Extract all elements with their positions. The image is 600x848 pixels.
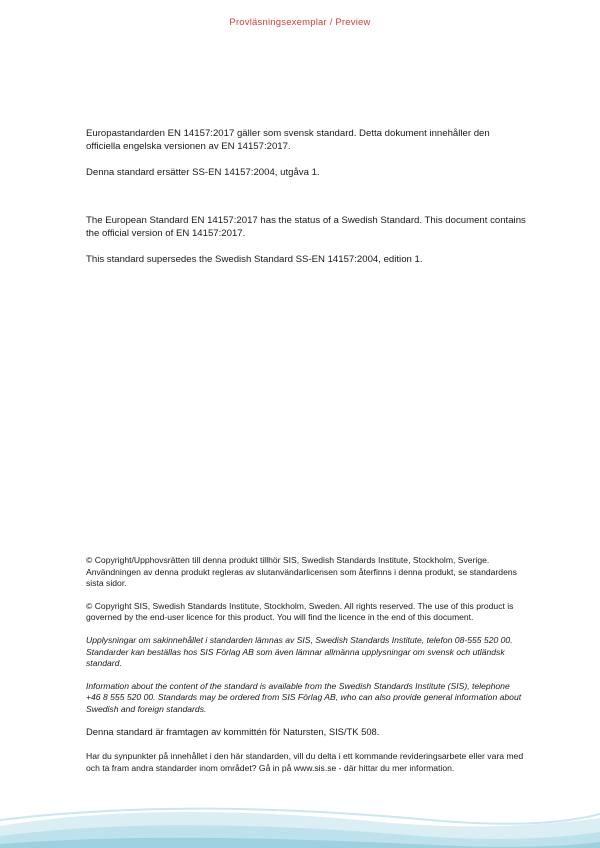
- feedback-paragraph: Har du synpunkter på innehållet i den här standarden, vill du delta i ett kommande revideringsarbete eller vara med och ta fram andra standarder inom området? Gå in på www.sis.se - där hittar du mer information.: [86, 751, 524, 773]
- preview-watermark: Provläsningsexemplar / Preview: [229, 17, 371, 28]
- info-swedish: Upplysningar om sakinnehållet i standarden lämnas av SIS, Swedish Standards Institute, telefon 08-555 520 00. Standarder kan beställas hos SIS Förlag AB som även lämnar allmänna upplysningar om svensk och utländsk standard.: [86, 634, 513, 669]
- info-english: Information about the content of the standard is available from the Swedish Standards Institute (SIS), telephone +46 8 555 520 00. Standards may be ordered from SIS Förlag AB, who can also provide general information about Swedish and foreign standards.: [86, 680, 522, 714]
- swedish-supersedes-paragraph: Denna standard ersätter SS-EN 14157:2004, utgåva 1.: [86, 167, 320, 179]
- swedish-section: [86, 128, 526, 180]
- swedish-status-paragraph: Europastandarden EN 14157:2017 gäller som svensk standard. Detta dokument innehåller den officiella engelska versionen av EN 14157:2017.: [86, 128, 490, 152]
- legal-section: [86, 555, 526, 774]
- footer-wave-decoration: [0, 796, 600, 848]
- committee-statement: Denna standard är framtagen av kommittén för Natursten, SIS/TK 508.: [86, 725, 380, 737]
- copyright-english: © Copyright SIS, Swedish Standards Institute, Stockholm, Sweden. All rights reserved. The use of this product is governed by the end-user licence for this product. You will find the licence in the end of this document.: [86, 600, 514, 623]
- english-supersedes-paragraph: This standard supersedes the Swedish Standard SS-EN 14157:2004, edition 1.: [86, 254, 423, 266]
- english-section: [86, 215, 526, 267]
- english-status-paragraph: The European Standard EN 14157:2017 has the status of a Swedish Standard. This document contains the official version of EN 14157:2017.: [86, 215, 526, 239]
- copyright-swedish: © Copyright/Upphovsrätten till denna produkt tillhör SIS, Swedish Standards Institute, Stockholm, Sverige. Användningen av denna produkt regleras av slutanvändarlicensen som återfinns i denna produkt, se standardens sista sidor.: [86, 555, 517, 589]
